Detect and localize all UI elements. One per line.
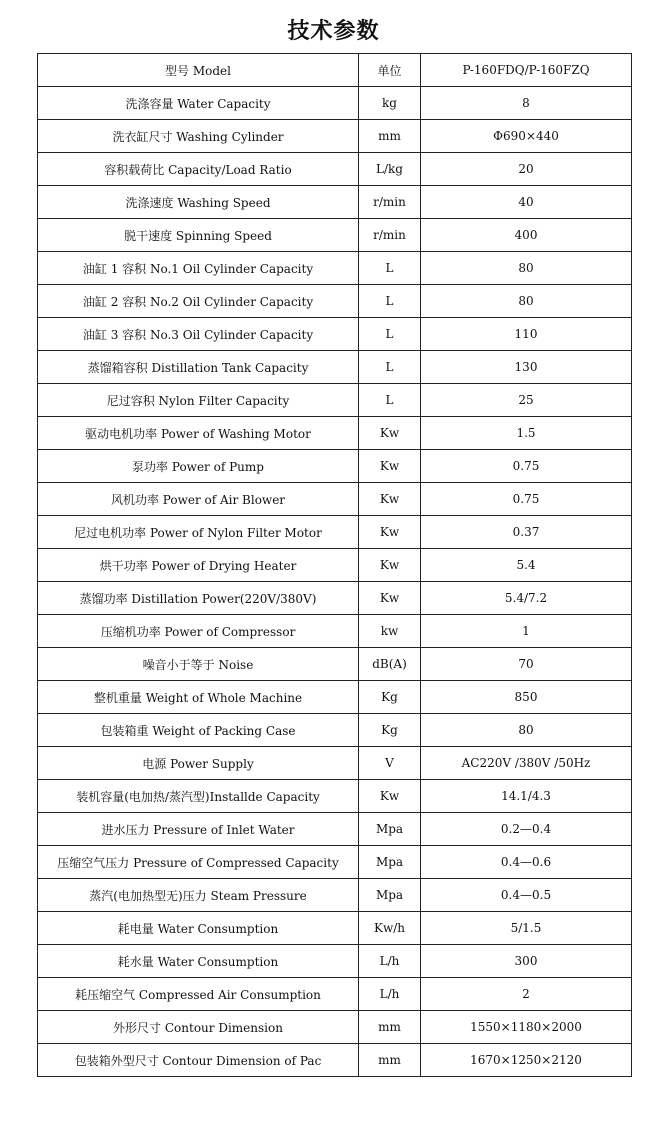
value-cell: 5.4/7.2 (421, 582, 632, 615)
unit-cell: Mpa (359, 879, 421, 912)
param-name-cell: 蒸馏箱容积 Distillation Tank Capacity (38, 351, 359, 384)
param-name-cell: 尼过电机功率 Power of Nylon Filter Motor (38, 516, 359, 549)
param-name-cell: 油缸 2 容积 No.2 Oil Cylinder Capacity (38, 285, 359, 318)
table-row (38, 582, 632, 615)
unit-cell: L/h (359, 978, 421, 1011)
unit-cell: r/min (359, 219, 421, 252)
table-row (38, 285, 632, 318)
table-row (38, 87, 632, 120)
table-row (38, 219, 632, 252)
param-name-cell: 耗电量 Water Consumption (38, 912, 359, 945)
value-cell: 40 (421, 186, 632, 219)
value-cell: 70 (421, 648, 632, 681)
value-cell: 300 (421, 945, 632, 978)
unit-cell: L (359, 285, 421, 318)
table-row (38, 417, 632, 450)
unit-cell: Kg (359, 714, 421, 747)
table-row (38, 846, 632, 879)
unit-cell: Kw/h (359, 912, 421, 945)
value-cell: 1670×1250×2120 (421, 1044, 632, 1077)
param-name-cell: 耗水量 Water Consumption (38, 945, 359, 978)
value-cell: 850 (421, 681, 632, 714)
value-cell: 80 (421, 285, 632, 318)
value-cell: 25 (421, 384, 632, 417)
unit-cell: Kw (359, 417, 421, 450)
unit-cell: L/kg (359, 153, 421, 186)
param-name-cell: 油缸 3 容积 No.3 Oil Cylinder Capacity (38, 318, 359, 351)
table-row (38, 747, 632, 780)
unit-cell: Kg (359, 681, 421, 714)
table-row (38, 549, 632, 582)
param-name-cell: 包装箱外型尺寸 Contour Dimension of Pac (38, 1044, 359, 1077)
value-cell: 1 (421, 615, 632, 648)
param-name-cell: 洗涤速度 Washing Speed (38, 186, 359, 219)
value-cell: 1.5 (421, 417, 632, 450)
param-name-cell: 脱干速度 Spinning Speed (38, 219, 359, 252)
table-row (38, 615, 632, 648)
unit-cell: L (359, 252, 421, 285)
unit-cell: kg (359, 87, 421, 120)
value-cell: 400 (421, 219, 632, 252)
table-row (38, 516, 632, 549)
param-name-cell: 装机容量(电加热/蒸汽型)Installde Capacity (38, 780, 359, 813)
param-name-cell: 风机功率 Power of Air Blower (38, 483, 359, 516)
value-cell: AC220V /380V /50Hz (421, 747, 632, 780)
unit-cell: L (359, 351, 421, 384)
unit-cell: mm (359, 1011, 421, 1044)
param-name-cell: 尼过容积 Nylon Filter Capacity (38, 384, 359, 417)
value-cell: 110 (421, 318, 632, 351)
unit-cell: Mpa (359, 813, 421, 846)
unit-cell: L (359, 384, 421, 417)
unit-cell: Kw (359, 780, 421, 813)
unit-cell: V (359, 747, 421, 780)
unit-cell: Kw (359, 549, 421, 582)
table-row (38, 318, 632, 351)
value-cell: Φ690×440 (421, 120, 632, 153)
header-value-cell: P-160FDQ/P-160FZQ (421, 54, 632, 87)
param-name-cell: 油缸 1 容积 No.1 Oil Cylinder Capacity (38, 252, 359, 285)
header-name-cell: 型号 Model (38, 54, 359, 87)
value-cell: 0.2—0.4 (421, 813, 632, 846)
unit-cell: Kw (359, 483, 421, 516)
param-name-cell: 包装箱重 Weight of Packing Case (38, 714, 359, 747)
table-row (38, 648, 632, 681)
unit-cell: kw (359, 615, 421, 648)
unit-cell: mm (359, 1044, 421, 1077)
param-name-cell: 整机重量 Weight of Whole Machine (38, 681, 359, 714)
unit-cell: Kw (359, 516, 421, 549)
table-row (38, 879, 632, 912)
unit-cell: dB(A) (359, 648, 421, 681)
param-name-cell: 洗衣缸尺寸 Washing Cylinder (38, 120, 359, 153)
table-row (38, 1011, 632, 1044)
value-cell: 2 (421, 978, 632, 1011)
value-cell: 5/1.5 (421, 912, 632, 945)
unit-cell: Mpa (359, 846, 421, 879)
value-cell: 8 (421, 87, 632, 120)
table-row (38, 714, 632, 747)
table-row (38, 945, 632, 978)
param-name-cell: 烘干功率 Power of Drying Heater (38, 549, 359, 582)
value-cell: 0.37 (421, 516, 632, 549)
unit-cell: Kw (359, 450, 421, 483)
table-row (38, 252, 632, 285)
value-cell: 0.4—0.5 (421, 879, 632, 912)
table-row (38, 978, 632, 1011)
param-name-cell: 泵功率 Power of Pump (38, 450, 359, 483)
param-name-cell: 耗压缩空气 Compressed Air Consumption (38, 978, 359, 1011)
value-cell: 20 (421, 153, 632, 186)
table-row (38, 351, 632, 384)
page-title: 技术参数 (287, 19, 380, 44)
unit-cell: L/h (359, 945, 421, 978)
unit-cell: Kw (359, 582, 421, 615)
table-row (38, 384, 632, 417)
table-row (38, 780, 632, 813)
param-name-cell: 噪音小于等于 Noise (38, 648, 359, 681)
table-row (38, 483, 632, 516)
unit-cell: L (359, 318, 421, 351)
table-row (38, 120, 632, 153)
param-name-cell: 进水压力 Pressure of Inlet Water (38, 813, 359, 846)
value-cell: 5.4 (421, 549, 632, 582)
value-cell: 1550×1180×2000 (421, 1011, 632, 1044)
value-cell: 130 (421, 351, 632, 384)
table-header-row (38, 54, 632, 87)
table-row (38, 813, 632, 846)
param-name-cell: 驱动电机功率 Power of Washing Motor (38, 417, 359, 450)
value-cell: 80 (421, 252, 632, 285)
table-row (38, 1044, 632, 1077)
table-row (38, 186, 632, 219)
value-cell: 14.1/4.3 (421, 780, 632, 813)
param-name-cell: 压缩空气压力 Pressure of Compressed Capacity (38, 846, 359, 879)
header-unit-cell: 单位 (359, 54, 421, 87)
param-name-cell: 容积载荷比 Capacity/Load Ratio (38, 153, 359, 186)
param-name-cell: 蒸馏功率 Distillation Power(220V/380V) (38, 582, 359, 615)
param-name-cell: 外形尺寸 Contour Dimension (38, 1011, 359, 1044)
param-name-cell: 压缩机功率 Power of Compressor (38, 615, 359, 648)
value-cell: 0.4—0.6 (421, 846, 632, 879)
spec-table (37, 53, 632, 1077)
table-row (38, 450, 632, 483)
table-row (38, 912, 632, 945)
param-name-cell: 洗涤容量 Water Capacity (38, 87, 359, 120)
unit-cell: mm (359, 120, 421, 153)
value-cell: 80 (421, 714, 632, 747)
unit-cell: r/min (359, 186, 421, 219)
table-row (38, 153, 632, 186)
param-name-cell: 电源 Power Supply (38, 747, 359, 780)
value-cell: 0.75 (421, 483, 632, 516)
table-row (38, 681, 632, 714)
param-name-cell: 蒸汽(电加热型无)压力 Steam Pressure (38, 879, 359, 912)
value-cell: 0.75 (421, 450, 632, 483)
